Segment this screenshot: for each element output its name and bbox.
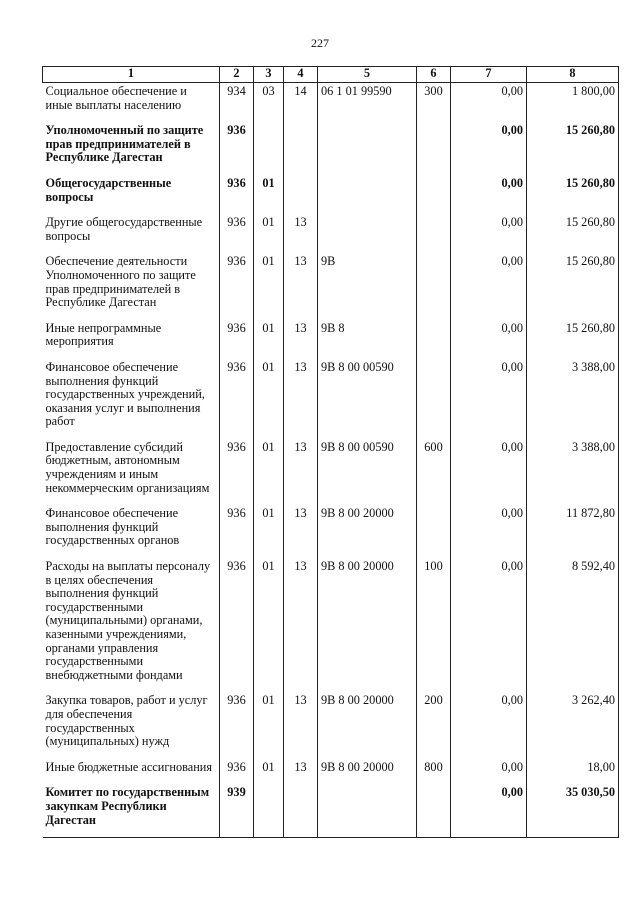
amount-1-cell: 0,00 [451, 253, 527, 319]
expense-type-cell [417, 320, 451, 359]
amount-2-cell: 35 030,50 [527, 784, 619, 837]
expense-type-cell [417, 122, 451, 175]
subsection-code-cell: 13 [284, 320, 318, 359]
item-name-cell: Уполномоченный по защите прав предпринимателей в Республике Дагестан [45, 123, 204, 165]
amount-1-cell: 0,00 [451, 359, 527, 439]
header-col-8: 8 [527, 67, 619, 83]
amount-2-cell: 15 260,80 [527, 214, 619, 253]
admin-code-cell: 936 [220, 175, 254, 214]
table-row [43, 784, 619, 837]
table-row [43, 692, 619, 758]
section-code-cell: 01 [254, 439, 284, 505]
target-article-cell: 9В 8 [318, 320, 417, 359]
expense-type-cell: 300 [417, 83, 451, 123]
target-article-cell: 9В 8 00 00590 [318, 439, 417, 505]
amount-2-cell: 1 800,00 [527, 83, 619, 123]
subsection-code-cell [284, 784, 318, 837]
target-article-cell: 9В 8 00 20000 [318, 505, 417, 558]
admin-code-cell: 936 [220, 253, 254, 319]
subsection-code-cell: 13 [284, 558, 318, 692]
target-article-cell [318, 784, 417, 837]
section-code-cell: 01 [254, 214, 284, 253]
amount-1-cell: 0,00 [451, 439, 527, 505]
target-article-cell [318, 214, 417, 253]
section-code-cell: 01 [254, 359, 284, 439]
table-row [43, 439, 619, 505]
budget-table [42, 66, 619, 838]
table-row [43, 122, 619, 175]
header-col-3: 3 [254, 67, 284, 83]
table-row [43, 759, 619, 785]
subsection-code-cell: 14 [284, 83, 318, 123]
target-article-cell: 9В 8 00 20000 [318, 558, 417, 692]
subsection-code-cell: 13 [284, 505, 318, 558]
item-name-cell: Финансовое обеспечение выполнения функций государственных органов [45, 506, 180, 548]
amount-1-cell: 0,00 [451, 320, 527, 359]
section-code-cell: 01 [254, 558, 284, 692]
section-code-cell: 03 [254, 83, 284, 123]
amount-1-cell: 0,00 [451, 759, 527, 785]
table-row [43, 320, 619, 359]
admin-code-cell: 939 [220, 784, 254, 837]
expense-type-cell: 800 [417, 759, 451, 785]
expense-type-cell: 200 [417, 692, 451, 758]
target-article-cell [318, 122, 417, 175]
subsection-code-cell: 13 [284, 214, 318, 253]
item-name-cell: Расходы на выплаты персоналу в целях обеспечения выполнения функций государственными (муниципальными) органами, казенными учреждениями, органами управления государственными внебюджетными фондами [45, 559, 211, 682]
header-col-2: 2 [220, 67, 254, 83]
admin-code-cell: 936 [220, 692, 254, 758]
table-header-row [43, 67, 619, 83]
item-name-cell: Закупка товаров, работ и услуг для обеспечения государственных (муниципальных) нужд [45, 693, 208, 749]
subsection-code-cell [284, 122, 318, 175]
admin-code-cell: 936 [220, 214, 254, 253]
amount-2-cell: 3 388,00 [527, 359, 619, 439]
amount-1-cell: 0,00 [451, 784, 527, 837]
table-row [43, 359, 619, 439]
admin-code-cell: 936 [220, 122, 254, 175]
section-code-cell: 01 [254, 320, 284, 359]
header-col-7: 7 [451, 67, 527, 83]
table-row [43, 253, 619, 319]
admin-code-cell: 936 [220, 558, 254, 692]
admin-code-cell: 936 [220, 505, 254, 558]
header-col-1: 1 [43, 67, 220, 83]
amount-1-cell: 0,00 [451, 692, 527, 758]
expense-type-cell [417, 359, 451, 439]
amount-1-cell: 0,00 [451, 122, 527, 175]
table-row [43, 558, 619, 692]
target-article-cell [318, 175, 417, 214]
amount-2-cell: 11 872,80 [527, 505, 619, 558]
amount-1-cell: 0,00 [451, 175, 527, 214]
target-article-cell: 9В 8 00 00590 [318, 359, 417, 439]
item-name-cell: Предоставление субсидий бюджетным, автономным учреждениям и иным некоммерческим организациям [45, 439, 210, 495]
amount-1-cell: 0,00 [451, 83, 527, 123]
section-code-cell: 01 [254, 759, 284, 785]
expense-type-cell: 100 [417, 558, 451, 692]
subsection-code-cell: 13 [284, 359, 318, 439]
item-name-cell: Другие общегосударственные вопросы [45, 215, 203, 243]
table-row [43, 175, 619, 214]
subsection-code-cell: 13 [284, 692, 318, 758]
target-article-cell: 9В [318, 253, 417, 319]
item-name-cell: Иные бюджетные ассигнования [45, 759, 213, 774]
amount-2-cell: 15 260,80 [527, 253, 619, 319]
table-body [43, 83, 619, 838]
header-col-6: 6 [417, 67, 451, 83]
amount-2-cell: 15 260,80 [527, 175, 619, 214]
table-row [43, 505, 619, 558]
table-row [43, 214, 619, 253]
admin-code-cell: 936 [220, 759, 254, 785]
subsection-code-cell: 13 [284, 253, 318, 319]
expense-type-cell: 600 [417, 439, 451, 505]
expense-type-cell [417, 175, 451, 214]
item-name-cell: Иные непрограммные мероприятия [45, 320, 162, 349]
item-name-cell: Обеспечение деятельности Уполномоченного по защите прав предпринимателей в Республике Дагестан [45, 254, 196, 310]
item-name-cell: Общегосударственные вопросы [45, 175, 172, 204]
admin-code-cell: 936 [220, 359, 254, 439]
target-article-cell: 9В 8 00 20000 [318, 759, 417, 785]
expense-type-cell [417, 505, 451, 558]
target-article-cell: 9В 8 00 20000 [318, 692, 417, 758]
table-row [43, 83, 619, 123]
page-number: 227 [311, 36, 329, 50]
amount-2-cell: 18,00 [527, 759, 619, 785]
item-name-cell: Социальное обеспечение и иные выплаты населению [45, 84, 187, 112]
item-name-cell: Комитет по государственным закупкам Республики Дагестан [43, 784, 220, 837]
amount-1-cell: 0,00 [451, 505, 527, 558]
section-code-cell [254, 122, 284, 175]
target-article-cell: 06 1 01 99590 [318, 83, 417, 123]
subsection-code-cell: 13 [284, 759, 318, 785]
expense-type-cell [417, 253, 451, 319]
item-name-cell: Финансовое обеспечение выполнения функций государственных учреждений, оказания услуг и выполнения работ [45, 359, 205, 429]
expense-type-cell [417, 784, 451, 837]
amount-1-cell: 0,00 [451, 558, 527, 692]
expense-type-cell [417, 214, 451, 253]
amount-2-cell: 15 260,80 [527, 122, 619, 175]
amount-2-cell: 3 388,00 [527, 439, 619, 505]
section-code-cell: 01 [254, 175, 284, 214]
admin-code-cell: 934 [220, 83, 254, 123]
amount-1-cell: 0,00 [451, 214, 527, 253]
amount-2-cell: 3 262,40 [527, 692, 619, 758]
subsection-code-cell: 13 [284, 439, 318, 505]
section-code-cell: 01 [254, 253, 284, 319]
subsection-code-cell [284, 175, 318, 214]
amount-2-cell: 15 260,80 [527, 320, 619, 359]
section-code-cell [254, 784, 284, 837]
section-code-cell: 01 [254, 692, 284, 758]
header-col-5: 5 [318, 67, 417, 83]
admin-code-cell: 936 [220, 320, 254, 359]
header-col-4: 4 [284, 67, 318, 83]
amount-2-cell: 8 592,40 [527, 558, 619, 692]
section-code-cell: 01 [254, 505, 284, 558]
admin-code-cell: 936 [220, 439, 254, 505]
